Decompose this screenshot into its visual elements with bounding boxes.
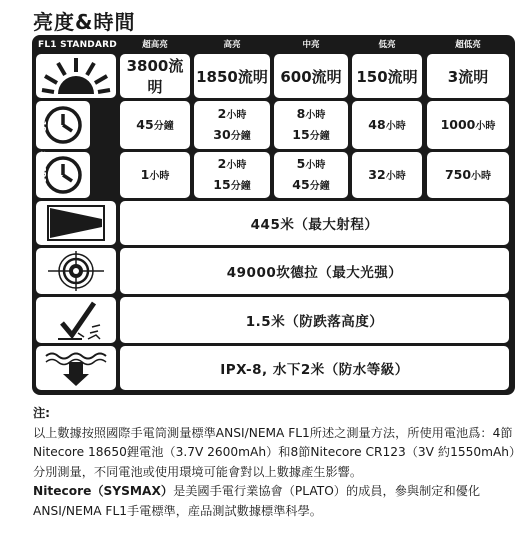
spec-table [32, 35, 515, 395]
runtime-18650-high: 2小時 30分鐘 [194, 101, 270, 149]
lumens-high: 1850流明 [194, 54, 270, 98]
runtime-cr123-mid: 5小時 45分鐘 [274, 152, 348, 198]
runtime-cr123-low: 32小時 [352, 152, 422, 198]
lumens-low: 150流明 [352, 54, 422, 98]
col-header-low: 低亮 [378, 40, 396, 50]
lumens-turbo: 3800流明 [120, 54, 190, 98]
impact-value: 1.5米（防跌落高度） [120, 297, 509, 343]
notes-paragraph-2: Nitecore（SYSMAX）是美國手電行業協會（PLATO）的成員，參與制定和優化ANSI/NEMA FL1手電標準，産品測試數據標準科學。 [33, 484, 481, 518]
lumens-ultralow: 3流明 [427, 54, 509, 98]
brand-name: Nitecore（SYSMAX） [33, 484, 174, 498]
beam-distance-icon [36, 201, 116, 245]
runtime-18650-ultralow: 1000小時 [427, 101, 509, 149]
col-header-mid: 中亮 [302, 40, 320, 50]
intensity-value: 49000坎德拉（最大光强） [120, 248, 509, 294]
waterproof-icon [36, 346, 116, 390]
fl1-standard-label: FL1 STANDARD [38, 40, 117, 50]
target-intensity-icon [36, 248, 116, 294]
col-header-high: 高亮 [223, 40, 241, 50]
notes-paragraph-1: 以上數據按照國際手電筒測量標準ANSI/NEMA FL1所述之測量方法，所使用電池爲：4節Nitecore 18650鋰電池（3.7V 2600mAh）和8節Nitecore CR123（3V 約1550mAh）分別測量，不同電池或使用環境可能會對以上數據產生影響。 [33, 425, 522, 479]
runtime-18650-mid: 8小時 15分鐘 [274, 101, 348, 149]
runtime-cr123-ultralow: 750小時 [427, 152, 509, 198]
runtime-cr123-high: 2小時 15分鐘 [194, 152, 270, 198]
page-title: 亮度&時間 [33, 10, 136, 34]
col-header-ultralow: 超低亮 [455, 40, 481, 50]
runtime-18650-turbo: 45分鐘 [120, 101, 190, 149]
col-header-turbo: 超高亮 [142, 40, 168, 50]
lumens-mid: 600流明 [274, 54, 348, 98]
battery-type-label: 4×18650 8×CR123 [38, 105, 47, 195]
brightness-icon [36, 54, 116, 98]
runtime-18650-low: 48小時 [352, 101, 422, 149]
notes-section [33, 404, 523, 521]
waterproof-value: IPX-8, 水下2米（防水等級） [120, 346, 509, 390]
notes-heading: 注: [33, 406, 51, 420]
impact-icon [36, 297, 116, 343]
runtime-cr123-turbo: 1小時 [120, 152, 190, 198]
beam-distance-value: 445米（最大射程） [120, 201, 509, 245]
